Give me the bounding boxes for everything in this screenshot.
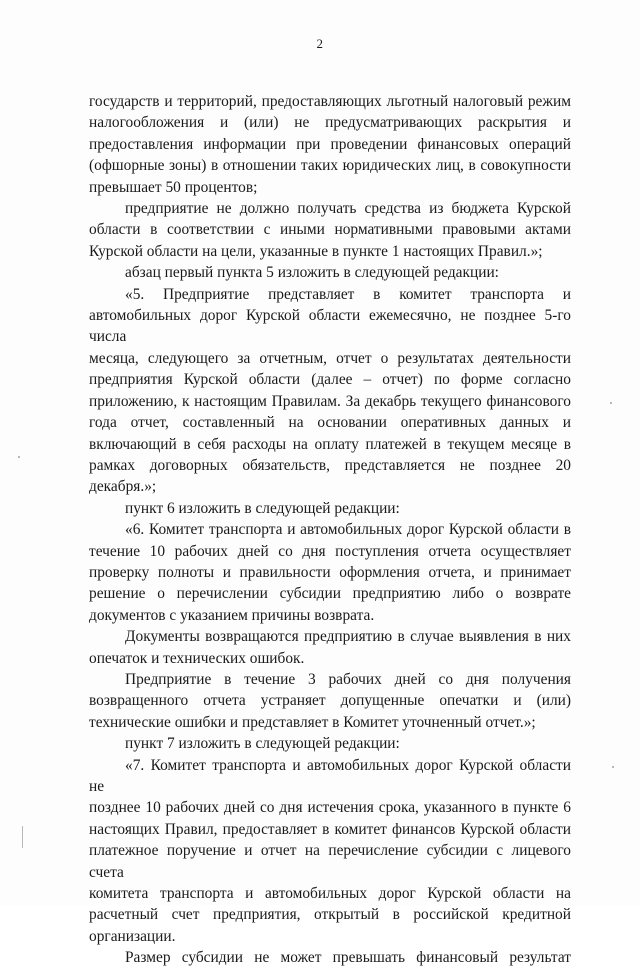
- text-line: пункт 6 изложить в следующей редакции:: [125, 499, 400, 517]
- paragraph: [89, 177, 571, 198]
- text-line: месяца, следующего за отчетным, отчет о результатах деятельности: [89, 349, 571, 367]
- paragraph: [89, 904, 571, 925]
- paragraph: [89, 583, 571, 604]
- paragraph: [89, 519, 571, 540]
- text-line: Курской области на цели, указанные в пункте 1 настоящих Правил.»;: [89, 242, 543, 260]
- text-line: платежное поручение и отчет на перечисление субсидии с лицевого счета: [89, 842, 571, 881]
- paragraph: [89, 690, 571, 711]
- text-line: налогообложения и (или) не предусматривающих раскрытия и: [89, 114, 571, 132]
- text-line: решение о перечислении субсидии предприятию либо о возврате: [89, 585, 571, 603]
- text-line: опечаток и технических ошибок.: [89, 649, 305, 667]
- paragraph: [89, 112, 571, 133]
- text-line: государств и территорий, предоставляющих льготный налоговый режим: [89, 93, 571, 110]
- paragraph: [89, 883, 571, 904]
- text-line: предприятие не должно получать средства из бюджета Курской: [125, 200, 571, 218]
- paragraph: [89, 819, 571, 840]
- text-line: «5. Предприятие представляет в комитет транспорта и: [125, 285, 571, 303]
- text-line: Документы возвращаются предприятию в случае выявления в них: [125, 628, 571, 646]
- paragraph: [89, 498, 571, 519]
- paragraph: [89, 219, 571, 240]
- text-line: года отчет, составленный на основании оперативных данных и: [89, 414, 571, 432]
- text-line: «7. Комитет транспорта и автомобильных дорог Курской области не: [89, 756, 571, 795]
- text-line: позднее 10 рабочих дней со дня истечения срока, указанного в пункте 6: [89, 799, 571, 817]
- paragraph: [89, 669, 571, 690]
- text-line: «6. Комитет транспорта и автомобильных дорог Курской области в: [125, 521, 571, 539]
- paragraph: [89, 198, 571, 219]
- body-text: [89, 91, 571, 969]
- text-line: автомобильных дорог Курской области ежемесячно, не позднее 5-го числа: [89, 307, 571, 346]
- page-number: 2: [316, 36, 324, 51]
- text-line: предприятия Курской области (далее – отчет) по форме согласно: [89, 371, 571, 389]
- scan-speck: [22, 826, 23, 848]
- paragraph: [89, 155, 571, 176]
- paragraph: [89, 91, 571, 112]
- scan-speck: [610, 402, 612, 404]
- text-line: расчетный счет предприятия, открытый в российской кредитной: [89, 906, 571, 924]
- paragraph: [89, 605, 571, 626]
- paragraph: [89, 648, 571, 669]
- text-line: технические ошибки и представляет в Комитет уточненный отчет.»;: [89, 713, 536, 731]
- paragraph: [89, 348, 571, 369]
- paragraph: [89, 541, 571, 562]
- text-line: комитета транспорта и автомобильных дорог Курской области на: [89, 885, 571, 903]
- text-line: течение 10 рабочих дней со дня поступления отчета осуществляет: [89, 542, 571, 560]
- paragraph: [89, 947, 571, 968]
- text-line: включающий в себя расходы на оплату платежей в текущем месяце в: [89, 435, 571, 453]
- paragraph: [89, 712, 571, 733]
- text-line: приложению, к настоящим Правилам. За декабрь текущего финансового: [89, 392, 571, 410]
- text-line: пункт 7 изложить в следующей редакции:: [125, 735, 400, 753]
- paragraph: [89, 926, 571, 947]
- text-line: возвращенного отчета устраняет допущенные опечатки и (или): [89, 692, 571, 710]
- text-line: предоставления информации при проведении финансовых операций: [89, 135, 571, 153]
- scan-speck: [18, 456, 20, 458]
- paragraph: [89, 412, 571, 433]
- text-line: Размер субсидии не может превышать финансовый результат: [125, 949, 571, 967]
- scan-speck: [612, 766, 614, 768]
- paragraph: [89, 840, 571, 883]
- text-line: абзац первый пункта 5 изложить в следующей редакции:: [125, 264, 499, 282]
- paragraph: [89, 284, 571, 305]
- paragraph: [89, 626, 571, 647]
- paragraph: [89, 134, 571, 155]
- paragraph: [89, 369, 571, 390]
- paragraph: [89, 391, 571, 412]
- paragraph: [89, 797, 571, 818]
- paragraph: [89, 434, 571, 455]
- text-line: настоящих Правил, предоставляет в комитет финансов Курской области: [89, 820, 571, 838]
- paragraph: [89, 733, 571, 754]
- paragraph: [89, 305, 571, 348]
- text-line: документов с указанием причины возврата.: [89, 606, 375, 624]
- text-line: рамках договорных обязательств, представляется не позднее 20 декабря.»;: [89, 456, 571, 496]
- text-line: Предприятие в течение 3 рабочих дней со дня получения: [125, 670, 571, 688]
- paragraph: [89, 755, 571, 798]
- text-line: проверку полноты и правильности оформления отчета, и принимает: [89, 563, 571, 581]
- text-line: превышает 50 процентов;: [89, 178, 258, 196]
- paragraph: [89, 562, 571, 583]
- paragraph: [89, 241, 571, 262]
- paragraph: [89, 262, 571, 283]
- text-line: организации.: [89, 927, 176, 945]
- text-line: области в соответствии с иными нормативными правовыми актами: [89, 221, 571, 239]
- paragraph: [89, 455, 571, 498]
- text-line: (офшорные зоны) в отношении таких юридических лиц, в совокупности: [89, 157, 571, 175]
